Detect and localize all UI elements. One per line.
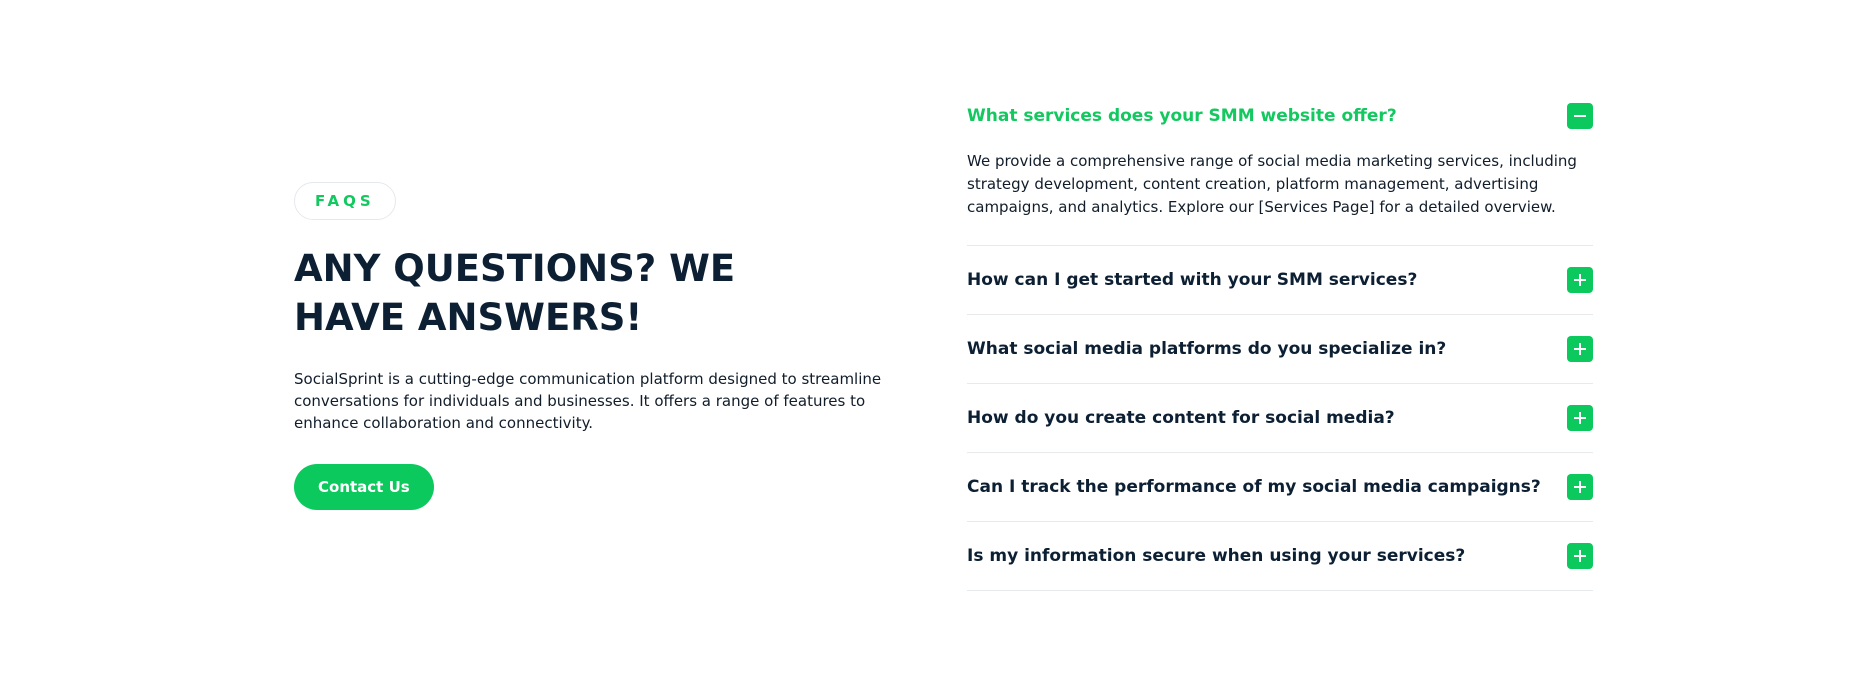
plus-icon[interactable] [1567, 336, 1593, 362]
faq-question-row[interactable] [967, 453, 1593, 521]
faq-question-row[interactable] [967, 522, 1593, 590]
faq-question[interactable]: What services does your SMM website offer? [967, 106, 1397, 126]
faq-item-get-started [967, 246, 1593, 315]
plus-icon[interactable] [1567, 474, 1593, 500]
faq-intro-section [294, 182, 934, 510]
faq-item-security [967, 522, 1593, 591]
faq-item-content [967, 384, 1593, 453]
faq-item-tracking [967, 453, 1593, 522]
contact-us-button[interactable]: Contact Us [294, 464, 434, 510]
faq-question-row[interactable] [967, 90, 1593, 142]
faq-question[interactable]: What social media platforms do you specialize in? [967, 339, 1447, 359]
faq-question[interactable]: How can I get started with your SMM services? [967, 270, 1418, 290]
faq-question-row[interactable] [967, 246, 1593, 314]
section-title: ANY QUESTIONS? WE HAVE ANSWERS! [294, 247, 736, 339]
faqs-badge: FAQS [294, 182, 396, 220]
faq-accordion [967, 90, 1593, 591]
faq-item-services [967, 90, 1593, 246]
faq-question-row[interactable] [967, 384, 1593, 452]
faq-question-row[interactable] [967, 315, 1593, 383]
plus-icon[interactable] [1567, 405, 1593, 431]
minus-icon[interactable] [1567, 103, 1593, 129]
faq-item-platforms [967, 315, 1593, 384]
faq-question[interactable]: Is my information secure when using your services? [967, 546, 1466, 566]
faq-question[interactable]: Can I track the performance of my social media campaigns? [967, 477, 1541, 497]
plus-icon[interactable] [1567, 267, 1593, 293]
plus-icon[interactable] [1567, 543, 1593, 569]
faq-question[interactable]: How do you create content for social media? [967, 408, 1395, 428]
intro-text: SocialSprint is a cutting-edge communication platform designed to streamline conversations for individuals and businesses. It offers a range of features to enhance collaboration and connectivity. [294, 370, 882, 432]
faq-answer: We provide a comprehensive range of social media marketing services, including strategy development, content creation, platform management, advertising campaigns, and analytics. Explore our [Services Page] for a detailed overview. [967, 152, 1577, 216]
